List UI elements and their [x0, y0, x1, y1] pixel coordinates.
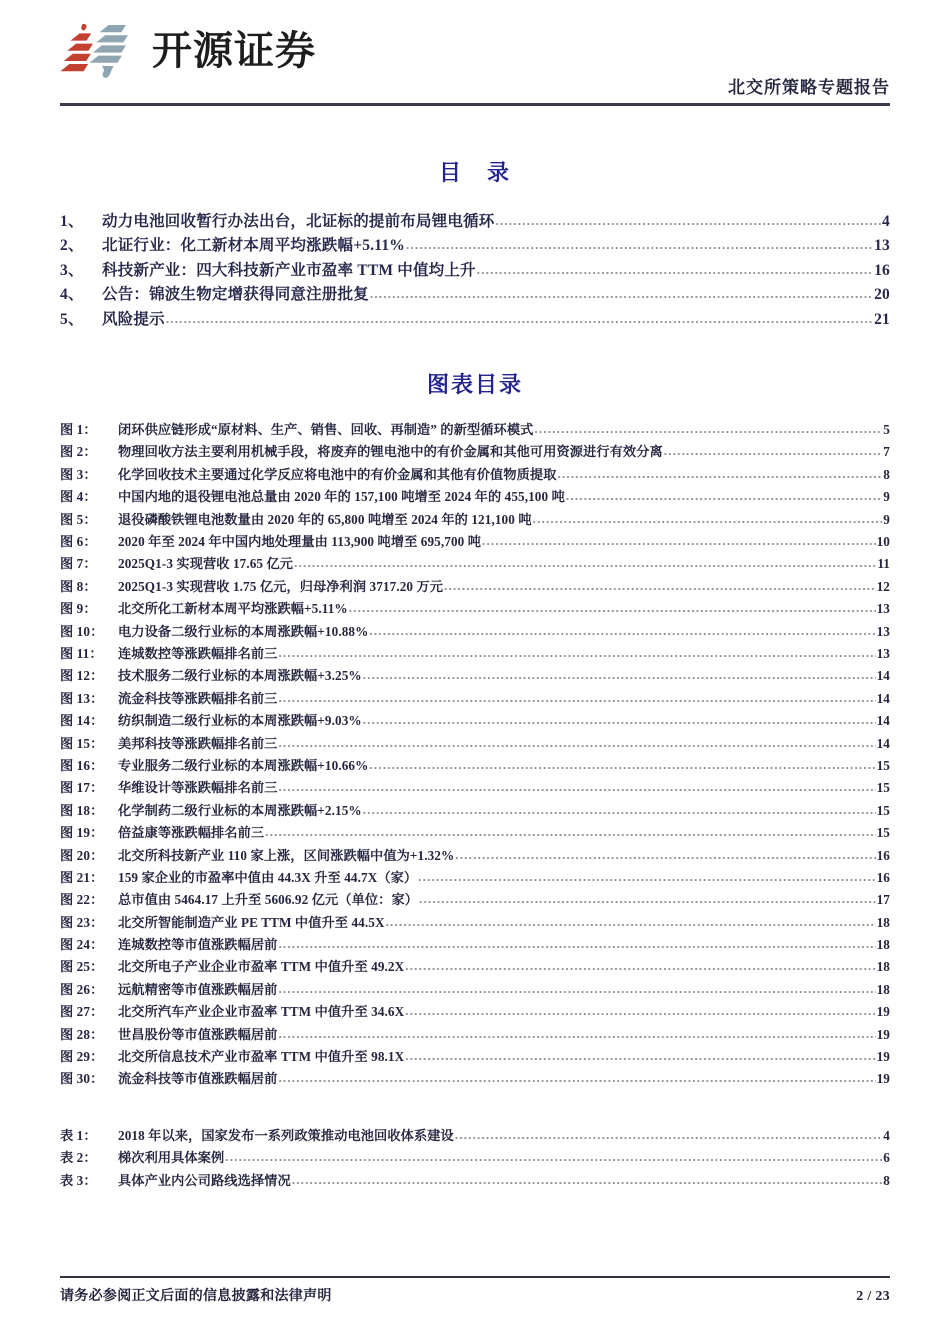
figure-entry[interactable] — [60, 1023, 890, 1045]
figure-entry[interactable] — [60, 777, 890, 799]
dot-leader — [405, 1049, 875, 1062]
figure-item-label: 总市值由 5464.17 上升至 5606.92 亿元（单位：家） — [118, 892, 419, 908]
figure-item-page: 18 — [876, 937, 890, 953]
dot-leader — [294, 556, 876, 569]
figure-item-label: 退役磷酸铁锂电池数量由 2020 年的 65,800 吨增至 2024 年的 121,100 吨 — [118, 511, 532, 527]
figure-item-label: 北交所化工新材本周平均涨跌幅+5.11% — [118, 601, 348, 617]
dot-leader — [349, 601, 876, 614]
figure-item-page: 5 — [883, 422, 890, 438]
figure-entry[interactable] — [60, 844, 890, 866]
figure-item-id: 图 14： — [60, 713, 104, 729]
dot-leader — [482, 534, 876, 547]
figure-item-label: 化学回收技术主要通过化学反应将电池中的有价金属和其他有价值物质提取 — [118, 466, 557, 482]
figure-index-list — [60, 419, 890, 1091]
figure-item-page: 14 — [876, 735, 890, 751]
figure-item-label: 北交所信息技术产业市盈率 TTM 中值升至 98.1X — [118, 1049, 405, 1065]
figure-item-label: 纺织制造二级行业标的本周涨跌幅+9.03% — [118, 713, 362, 729]
figure-item-page: 19 — [876, 1004, 890, 1020]
figure-item-id: 图 17： — [60, 780, 104, 796]
toc-item-page: 16 — [874, 261, 890, 279]
figure-item-page: 14 — [876, 690, 890, 706]
footer-divider — [60, 1276, 890, 1278]
figure-item-id: 图 10： — [60, 623, 104, 639]
toc-item-number: 2、 — [60, 237, 84, 254]
figure-entry[interactable] — [60, 598, 890, 620]
page-footer — [60, 1276, 890, 1305]
table-entry[interactable] — [60, 1147, 890, 1169]
figure-item-label: 远航精密等市值涨跌幅居前 — [118, 981, 278, 997]
page-header — [60, 0, 890, 108]
figure-item-page: 7 — [883, 444, 890, 460]
figure-item-id: 图 28： — [60, 1026, 104, 1042]
dot-leader — [166, 312, 873, 325]
figure-item-id: 图 16： — [60, 757, 104, 773]
figure-item-label: 2020 年至 2024 年中国内地处理量由 113,900 吨增至 695,700 吨 — [118, 534, 482, 550]
figure-entry[interactable] — [60, 642, 890, 664]
figure-item-label: 北交所智能制造产业 PE TTM 中值升至 44.5X — [118, 914, 385, 930]
toc-item-label: 风险提示 — [102, 310, 165, 328]
figure-item-label: 流金科技等涨跌幅排名前三 — [118, 690, 278, 706]
dot-leader — [455, 1128, 883, 1141]
dot-leader — [386, 915, 876, 928]
figure-entry[interactable] — [60, 508, 890, 530]
table-entry[interactable] — [60, 1124, 890, 1146]
figure-item-id: 图 21： — [60, 869, 104, 885]
figure-item-label: 流金科技等市值涨跌幅居前 — [118, 1071, 278, 1087]
header-divider — [60, 103, 890, 106]
figure-item-label: 闭环供应链形成“原材料、生产、销售、回收、再制造” 的新型循环模式 — [118, 422, 534, 438]
toc-item-label: 公告：锦波生物定增获得同意注册批复 — [102, 286, 369, 303]
figure-entry[interactable] — [60, 441, 890, 463]
figure-item-id: 图 13： — [60, 690, 104, 706]
dot-leader — [566, 489, 882, 502]
table-item-label: 具体产业内公司路线选择情况 — [118, 1172, 291, 1188]
table-item-label: 梯次利用具体案例 — [118, 1150, 225, 1166]
kaiyuan-logo-icon — [60, 22, 138, 80]
figure-item-page: 11 — [877, 556, 890, 572]
figure-item-page: 19 — [876, 1049, 890, 1065]
toc-item-number: 3、 — [60, 261, 84, 279]
figure-item-page: 14 — [876, 668, 890, 684]
dot-leader — [278, 1027, 875, 1040]
figure-entry[interactable] — [60, 687, 890, 709]
figure-entry[interactable] — [60, 978, 890, 1000]
figure-item-id: 图 8： — [60, 578, 97, 594]
figure-entry[interactable] — [60, 419, 890, 441]
figure-entry[interactable] — [60, 1068, 890, 1090]
dot-leader — [278, 646, 875, 659]
figure-item-page: 15 — [876, 825, 890, 841]
figure-item-page: 13 — [876, 623, 890, 639]
figure-item-page: 10 — [876, 534, 890, 550]
figure-item-id: 图 25： — [60, 959, 104, 975]
dot-leader — [534, 422, 882, 435]
figure-item-label: 世昌股份等市值涨跌幅居前 — [118, 1026, 278, 1042]
figure-item-page: 9 — [883, 511, 890, 527]
dot-leader — [278, 1071, 875, 1084]
figure-item-id: 图 9： — [60, 601, 97, 617]
figure-item-id: 图 19： — [60, 825, 104, 841]
figure-item-id: 图 12： — [60, 668, 104, 684]
dot-leader — [406, 238, 873, 251]
footer-page-number: 2 / 23 — [856, 1289, 890, 1304]
figure-item-id: 图 11： — [60, 646, 103, 661]
toc-entry[interactable] — [60, 234, 890, 259]
figure-item-page: 18 — [876, 914, 890, 930]
dot-leader — [477, 263, 873, 276]
toc-item-page: 4 — [882, 212, 890, 230]
figure-item-page: 13 — [876, 646, 890, 661]
figure-entry[interactable] — [60, 620, 890, 642]
dot-leader — [265, 825, 875, 838]
dot-leader — [557, 467, 882, 480]
figure-item-id: 图 18： — [60, 802, 104, 818]
toc-item-label: 北证行业：化工新材本周平均涨跌幅+5.11% — [102, 237, 406, 254]
figure-item-id: 图 22： — [60, 892, 104, 908]
dot-leader — [369, 758, 875, 771]
figure-item-id: 图 15： — [60, 735, 104, 751]
dot-leader — [664, 444, 883, 457]
dot-leader — [363, 803, 876, 816]
table-item-id: 表 2： — [60, 1150, 97, 1166]
toc-item-page: 20 — [874, 286, 890, 303]
toc-item-number: 4、 — [60, 286, 84, 303]
figure-entry[interactable] — [60, 486, 890, 508]
figure-item-page: 12 — [876, 578, 890, 594]
toc-entry[interactable] — [60, 209, 890, 234]
table-item-label: 2018 年以来，国家发布一系列政策推动电池回收体系建设 — [118, 1127, 454, 1143]
toc-entry[interactable] — [60, 258, 890, 283]
figure-item-page: 15 — [876, 757, 890, 773]
figure-entry[interactable] — [60, 710, 890, 732]
dot-leader — [455, 848, 875, 861]
figure-entry[interactable] — [60, 889, 890, 911]
figure-entry[interactable] — [60, 575, 890, 597]
figure-item-label: 美邦科技等涨跌幅排名前三 — [118, 735, 278, 751]
figure-index-heading: 图表目录 — [426, 371, 523, 397]
figure-item-label: 159 家企业的市盈率中值由 44.3X 升至 44.7X（家） — [118, 869, 418, 885]
figure-item-id: 图 24： — [60, 937, 104, 953]
figure-item-page: 9 — [883, 489, 890, 505]
toc-item-page: 13 — [874, 237, 890, 254]
figure-item-label: 专业服务二级行业标的本周涨跌幅+10.66% — [118, 757, 369, 773]
figure-item-page: 15 — [876, 802, 890, 818]
figure-item-id: 图 1： — [60, 422, 97, 438]
toc-entry[interactable] — [60, 307, 890, 332]
dot-leader — [278, 982, 875, 995]
dot-leader — [225, 1150, 882, 1163]
table-item-page: 8 — [883, 1172, 890, 1188]
figure-entry[interactable] — [60, 553, 890, 575]
figure-item-label: 化学制药二级行业标的本周涨跌幅+2.15% — [118, 802, 362, 818]
dot-leader — [363, 668, 876, 681]
figure-item-page: 17 — [876, 892, 890, 908]
dot-leader — [369, 624, 875, 637]
figure-item-label: 电力设备二级行业标的本周涨跌幅+10.88% — [118, 623, 369, 639]
figure-entry[interactable] — [60, 911, 890, 933]
brand-name: 开源证券 — [152, 29, 316, 73]
dot-leader — [405, 1004, 875, 1017]
figure-item-label: 北交所科技新产业 110 家上涨，区间涨跌幅中值为+1.32% — [118, 847, 455, 863]
dot-leader — [418, 870, 875, 883]
dot-leader — [444, 579, 876, 592]
table-entry[interactable] — [60, 1169, 890, 1191]
figure-item-id: 图 23： — [60, 914, 104, 930]
toc-item-label: 科技新产业：四大科技新产业市盈率 TTM 中值均上升 — [102, 261, 476, 279]
figure-item-id: 图 29： — [60, 1049, 104, 1065]
figure-entry[interactable] — [60, 530, 890, 552]
figure-entry[interactable] — [60, 1001, 890, 1023]
figure-item-page: 19 — [876, 1071, 890, 1087]
toc-entry[interactable] — [60, 283, 890, 308]
figure-item-page: 16 — [876, 847, 890, 863]
toc-item-number: 1、 — [60, 212, 84, 230]
toc-item-number: 5、 — [60, 310, 84, 328]
toc-list — [60, 209, 890, 332]
dot-leader — [278, 736, 875, 749]
figure-item-id: 图 4： — [60, 489, 97, 505]
figure-entry[interactable] — [60, 754, 890, 776]
figure-entry[interactable] — [60, 463, 890, 485]
figure-item-id: 图 6： — [60, 534, 97, 550]
figure-item-page: 18 — [876, 959, 890, 975]
table-index-list — [60, 1124, 890, 1191]
dot-leader — [278, 937, 875, 950]
table-item-page: 4 — [883, 1127, 890, 1143]
figure-item-label: 华维设计等涨跌幅排名前三 — [118, 780, 278, 796]
figure-item-id: 图 2： — [60, 444, 97, 460]
dot-leader — [363, 713, 876, 726]
dot-leader — [533, 512, 883, 525]
figure-item-page: 19 — [876, 1026, 890, 1042]
table-item-page: 6 — [883, 1150, 890, 1166]
figure-item-page: 8 — [883, 466, 890, 482]
figure-item-label: 连城数控等市值涨跌幅居前 — [118, 937, 278, 953]
figure-item-label: 2025Q1-3 实现营收 17.65 亿元 — [118, 556, 294, 572]
figure-item-label: 物理回收方法主要利用机械手段，将废弃的锂电池中的有价金属和其他可用资源进行有效分离 — [118, 444, 663, 460]
document-type-label: 北交所策略专题报告 — [728, 78, 890, 97]
figure-entry[interactable] — [60, 933, 890, 955]
figure-item-id: 图 7： — [60, 556, 97, 572]
figure-item-id: 图 27： — [60, 1004, 104, 1020]
figure-item-page: 18 — [876, 981, 890, 997]
toc-item-page: 21 — [874, 310, 890, 328]
figure-entry[interactable] — [60, 1045, 890, 1067]
figure-item-label: 技术服务二级行业标的本周涨跌幅+3.25% — [118, 668, 362, 684]
dot-leader — [496, 214, 882, 227]
figure-item-id: 图 5： — [60, 511, 97, 527]
figure-entry[interactable] — [60, 665, 890, 687]
figure-item-id: 图 20： — [60, 847, 104, 863]
figure-item-label: 中国内地的退役锂电池总量由 2020 年的 157,100 吨增至 2024 年的 455,100 吨 — [118, 489, 565, 505]
figure-entry[interactable] — [60, 822, 890, 844]
figure-item-id: 图 3： — [60, 466, 97, 482]
figure-entry[interactable] — [60, 799, 890, 821]
figure-item-label: 2025Q1-3 实现营收 1.75 亿元，归母净利润 3717.20 万元 — [118, 578, 444, 594]
figure-entry[interactable] — [60, 732, 890, 754]
figure-entry[interactable] — [60, 866, 890, 888]
brand-logo — [60, 0, 316, 80]
figure-item-id: 图 30： — [60, 1071, 104, 1087]
figure-item-page: 16 — [876, 869, 890, 885]
figure-item-page: 13 — [876, 601, 890, 617]
dot-leader — [419, 892, 876, 905]
dot-leader — [278, 780, 875, 793]
dot-leader — [405, 959, 875, 972]
dot-leader — [278, 691, 875, 704]
figure-item-page: 14 — [876, 713, 890, 729]
dot-leader — [370, 287, 873, 300]
figure-item-label: 北交所电子产业企业市盈率 TTM 中值升至 49.2X — [118, 959, 405, 975]
figure-item-label: 连城数控等涨跌幅排名前三 — [118, 646, 278, 661]
figure-item-id: 图 26： — [60, 981, 104, 997]
dot-leader — [292, 1173, 883, 1186]
footer-disclaimer: 请务必参阅正文后面的信息披露和法律声明 — [60, 1289, 332, 1304]
figure-item-label: 倍益康等涨跌幅排名前三 — [118, 825, 265, 841]
toc-item-label: 动力电池回收暂行办法出台，北证标的提前布局锂电循环 — [102, 212, 495, 230]
toc-heading: 目 录 — [438, 160, 511, 185]
figure-item-page: 15 — [876, 780, 890, 796]
table-item-id: 表 1： — [60, 1127, 97, 1143]
figure-entry[interactable] — [60, 956, 890, 978]
table-item-id: 表 3： — [60, 1172, 97, 1188]
figure-item-label: 北交所汽车产业企业市盈率 TTM 中值升至 34.6X — [118, 1004, 405, 1020]
